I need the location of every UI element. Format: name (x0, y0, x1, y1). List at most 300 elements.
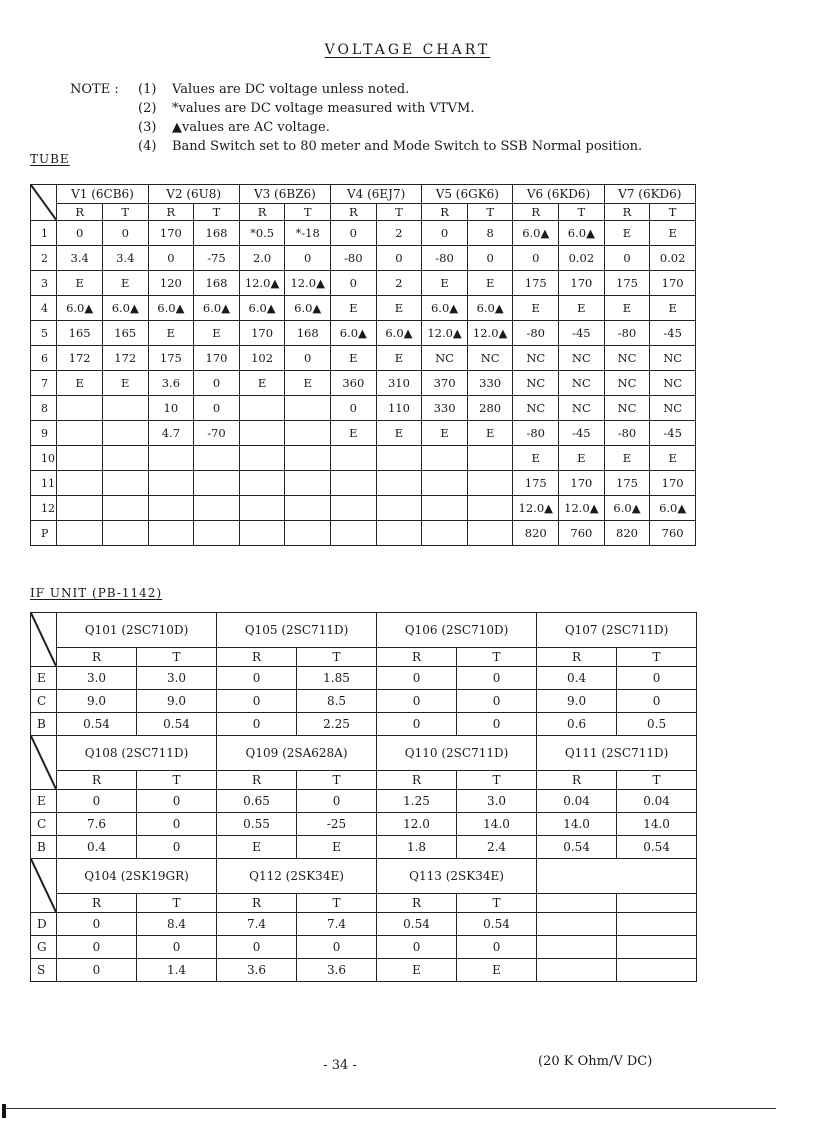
voltage-cell: -45 (650, 321, 696, 346)
voltage-cell: 3.0 (137, 667, 217, 690)
voltage-cell: 1.85 (297, 667, 377, 690)
voltage-cell: -75 (194, 246, 240, 271)
rt-subheader: T (467, 204, 513, 221)
voltage-cell: NC (422, 346, 468, 371)
pin-label: G (31, 936, 57, 959)
voltage-cell: 0 (57, 959, 137, 982)
transistor-name-header: Q111 (2SC711D) (537, 736, 697, 771)
voltage-cell: NC (513, 346, 559, 371)
voltage-cell: 9.0 (57, 690, 137, 713)
table-row (31, 271, 696, 296)
table-row (31, 371, 696, 396)
voltage-cell: E (422, 271, 468, 296)
transistor-name-header: Q109 (2SA628A) (217, 736, 377, 771)
table-row (31, 713, 697, 736)
voltage-cell (467, 521, 513, 546)
voltage-cell: E (297, 836, 377, 859)
voltage-cell: 1.4 (137, 959, 217, 982)
rt-subheader: T (297, 894, 377, 913)
table-row (31, 296, 696, 321)
transistor-name-header: Q104 (2SK19GR) (57, 859, 217, 894)
voltage-cell (422, 471, 468, 496)
rt-subheader: T (137, 894, 217, 913)
rt-subheader: R (377, 894, 457, 913)
voltage-cell: 0.54 (537, 836, 617, 859)
voltage-cell: E (376, 296, 422, 321)
voltage-cell (537, 936, 617, 959)
voltage-cell (422, 521, 468, 546)
voltage-cell: 172 (57, 346, 103, 371)
pin-label: C (31, 813, 57, 836)
rt-subheader: T (194, 204, 240, 221)
voltage-cell (57, 496, 103, 521)
table-row (31, 446, 696, 471)
voltage-cell (331, 446, 377, 471)
voltage-cell: 6.0▲ (194, 296, 240, 321)
voltage-cell: 165 (102, 321, 148, 346)
voltage-cell (239, 421, 285, 446)
voltage-cell (422, 496, 468, 521)
voltage-cell: 170 (559, 271, 605, 296)
tube-name-header: V6 (6KD6) (513, 185, 604, 204)
rt-subheader-row (31, 648, 697, 667)
voltage-cell: E (217, 836, 297, 859)
voltage-cell: E (331, 421, 377, 446)
pin-label: 6 (31, 346, 57, 371)
voltage-cell: 0 (57, 790, 137, 813)
voltage-cell: E (604, 296, 650, 321)
voltage-cell: NC (559, 396, 605, 421)
voltage-cell: 175 (604, 271, 650, 296)
voltage-cell: 0.6 (537, 713, 617, 736)
voltage-cell: 820 (513, 521, 559, 546)
table-row (31, 913, 697, 936)
voltage-cell (285, 471, 331, 496)
voltage-cell: 0 (377, 713, 457, 736)
voltage-cell: E (650, 446, 696, 471)
voltage-cell: 12.0 (377, 813, 457, 836)
voltage-cell: 0.4 (537, 667, 617, 690)
voltage-cell: 0 (377, 690, 457, 713)
voltage-cell (239, 496, 285, 521)
voltage-cell: 0.65 (217, 790, 297, 813)
voltage-cell: 170 (239, 321, 285, 346)
tube-name-header: V2 (6U8) (148, 185, 239, 204)
rt-subheader: R (331, 204, 377, 221)
voltage-cell: E (513, 296, 559, 321)
rt-subheader: T (285, 204, 331, 221)
rt-subheader: T (457, 771, 537, 790)
if-unit-section-label: IF UNIT (PB-1142) (30, 586, 163, 600)
transistor-name-header: Q108 (2SC711D) (57, 736, 217, 771)
table-row (31, 521, 696, 546)
pin-label: C (31, 690, 57, 713)
pin-label: 11 (31, 471, 57, 496)
voltage-cell: -80 (513, 321, 559, 346)
diagonal-corner-cell (31, 613, 57, 667)
table-row (31, 346, 696, 371)
table-row (31, 959, 697, 982)
voltage-cell: NC (559, 346, 605, 371)
note-number: (3) (138, 120, 157, 135)
voltage-cell (376, 496, 422, 521)
rt-subheader: T (617, 771, 697, 790)
voltage-cell: 0 (57, 221, 103, 246)
rt-subheader: T (617, 648, 697, 667)
voltage-cell: 1.25 (377, 790, 457, 813)
voltage-cell: 0 (377, 667, 457, 690)
pin-label: P (31, 521, 57, 546)
transistor-name-header: Q113 (2SK34E) (377, 859, 537, 894)
voltage-cell: E (194, 321, 240, 346)
voltage-cell: 0 (331, 221, 377, 246)
page-edge-mark (2, 1104, 6, 1118)
voltage-cell (617, 936, 697, 959)
voltage-cell: 0 (137, 813, 217, 836)
voltage-cell: E (422, 421, 468, 446)
diagonal-corner-cell (31, 859, 57, 913)
rt-subheader: R (57, 648, 137, 667)
voltage-cell: 9.0 (137, 690, 217, 713)
voltage-cell (422, 446, 468, 471)
voltage-cell: 330 (467, 371, 513, 396)
pin-label: E (31, 667, 57, 690)
voltage-cell: NC (604, 396, 650, 421)
voltage-cell: 10 (148, 396, 194, 421)
transistor-name-header: Q110 (2SC711D) (377, 736, 537, 771)
voltage-cell: 7.4 (217, 913, 297, 936)
table-row (31, 667, 697, 690)
voltage-cell: 2.4 (457, 836, 537, 859)
voltage-cell: *-18 (285, 221, 331, 246)
rt-subheader: R (148, 204, 194, 221)
voltage-cell: -45 (650, 421, 696, 446)
tube-voltage-table (30, 184, 696, 546)
note-text: *values are DC voltage measured with VTVM. (172, 101, 475, 116)
note-number: (1) (138, 82, 157, 97)
voltage-cell: E (467, 271, 513, 296)
voltage-cell: NC (467, 346, 513, 371)
voltage-cell (285, 396, 331, 421)
voltage-cell: NC (604, 371, 650, 396)
voltage-cell: 6.0▲ (422, 296, 468, 321)
voltage-cell: E (650, 296, 696, 321)
voltage-cell (57, 471, 103, 496)
voltage-cell: 0 (285, 346, 331, 371)
rt-subheader: T (457, 894, 537, 913)
voltage-cell: 0 (285, 246, 331, 271)
voltage-cell: 330 (422, 396, 468, 421)
voltage-cell (376, 446, 422, 471)
voltage-cell (331, 496, 377, 521)
voltage-cell: 172 (102, 346, 148, 371)
table-row (31, 221, 696, 246)
voltage-cell (467, 471, 513, 496)
voltage-cell: 4.7 (148, 421, 194, 446)
voltage-cell: 0 (376, 246, 422, 271)
voltage-cell: 0 (102, 221, 148, 246)
voltage-cell: E (604, 446, 650, 471)
table-row (31, 321, 696, 346)
voltage-cell: 0 (457, 713, 537, 736)
tube-section-label: TUBE (30, 152, 70, 166)
voltage-cell: 3.0 (57, 667, 137, 690)
voltage-cell (376, 471, 422, 496)
rt-subheader: T (559, 204, 605, 221)
voltage-cell: 760 (650, 521, 696, 546)
voltage-cell: -45 (559, 321, 605, 346)
voltage-cell (617, 959, 697, 982)
voltage-cell: 0 (467, 246, 513, 271)
voltage-cell: E (57, 371, 103, 396)
page-title: VOLTAGE CHART (324, 42, 491, 58)
voltage-cell (102, 496, 148, 521)
voltage-cell: NC (559, 371, 605, 396)
voltage-cell: 0.4 (57, 836, 137, 859)
voltage-cell: 170 (559, 471, 605, 496)
voltage-cell: 0 (217, 667, 297, 690)
voltage-cell: 0 (148, 246, 194, 271)
rt-subheader-row (31, 894, 697, 913)
voltage-cell: 0 (617, 667, 697, 690)
voltage-cell (239, 521, 285, 546)
voltage-cell: 0 (137, 936, 217, 959)
voltage-cell: -80 (331, 246, 377, 271)
voltage-cell (102, 471, 148, 496)
note-number: (4) (138, 139, 157, 154)
voltage-cell: 175 (148, 346, 194, 371)
voltage-cell: 0.54 (57, 713, 137, 736)
voltage-cell (537, 959, 617, 982)
diagonal-corner-cell (31, 736, 57, 790)
voltage-cell: 0.54 (137, 713, 217, 736)
voltage-cell: 0 (513, 246, 559, 271)
rt-subheader: R (604, 204, 650, 221)
voltage-cell (331, 521, 377, 546)
voltage-cell: 6.0▲ (650, 496, 696, 521)
rt-subheader: T (376, 204, 422, 221)
voltage-cell: 0 (617, 690, 697, 713)
note-row (70, 99, 642, 118)
note-heading: NOTE : (70, 82, 119, 97)
table-row (31, 813, 697, 836)
rt-subheader: R (217, 771, 297, 790)
voltage-cell: E (331, 296, 377, 321)
rt-subheader: T (297, 771, 377, 790)
voltage-cell: 6.0▲ (331, 321, 377, 346)
voltage-cell: E (331, 346, 377, 371)
voltage-cell: 170 (650, 471, 696, 496)
table-row (31, 936, 697, 959)
footer-note: (20 K Ohm/V DC) (538, 1054, 653, 1069)
tube-name-header: V5 (6GK6) (422, 185, 513, 204)
rt-subheader: R (57, 894, 137, 913)
voltage-cell (239, 471, 285, 496)
voltage-cell (285, 446, 331, 471)
tube-name-header: V1 (6CB6) (57, 185, 148, 204)
voltage-cell: 8.5 (297, 690, 377, 713)
voltage-cell: 0.5 (617, 713, 697, 736)
voltage-cell: 175 (513, 471, 559, 496)
note-row (70, 118, 642, 137)
transistor-name-header: Q101 (2SC710D) (57, 613, 217, 648)
diagonal-corner-cell (31, 185, 57, 221)
voltage-cell: 310 (376, 371, 422, 396)
rt-subheader: R (377, 648, 457, 667)
voltage-cell: 0 (57, 913, 137, 936)
pin-label: B (31, 713, 57, 736)
voltage-cell: 12.0▲ (513, 496, 559, 521)
voltage-cell (537, 913, 617, 936)
transistor-header-row (31, 859, 697, 894)
voltage-cell: 280 (467, 396, 513, 421)
voltage-cell: 12.0▲ (467, 321, 513, 346)
voltage-cell: E (513, 446, 559, 471)
voltage-cell: 0 (297, 790, 377, 813)
voltage-cell: 0 (297, 936, 377, 959)
voltage-cell: 0.02 (650, 246, 696, 271)
voltage-cell: 170 (194, 346, 240, 371)
rt-subheader: T (457, 648, 537, 667)
voltage-cell: NC (650, 371, 696, 396)
voltage-cell: 9.0 (537, 690, 617, 713)
voltage-cell: 3.6 (297, 959, 377, 982)
voltage-cell: 0 (217, 713, 297, 736)
voltage-cell: E (377, 959, 457, 982)
rt-subheader: R (57, 771, 137, 790)
voltage-cell: E (559, 296, 605, 321)
rt-subheader: T (297, 648, 377, 667)
voltage-cell: E (559, 446, 605, 471)
voltage-cell (148, 521, 194, 546)
note-row (70, 137, 642, 156)
table-row (31, 246, 696, 271)
voltage-cell (148, 446, 194, 471)
transistor-name-header: Q106 (2SC710D) (377, 613, 537, 648)
tube-subheader-row (31, 204, 696, 221)
voltage-cell: E (467, 421, 513, 446)
voltage-cell: 3.0 (457, 790, 537, 813)
voltage-cell (467, 446, 513, 471)
voltage-cell: 0 (194, 371, 240, 396)
voltage-cell: 2 (376, 271, 422, 296)
voltage-cell (376, 521, 422, 546)
voltage-cell: E (650, 221, 696, 246)
voltage-cell (148, 496, 194, 521)
tube-name-header: V3 (6BZ6) (239, 185, 330, 204)
table-row (31, 836, 697, 859)
transistor-header-row (31, 736, 697, 771)
voltage-cell: 0 (57, 936, 137, 959)
voltage-cell: 0 (331, 396, 377, 421)
voltage-cell: 0.54 (457, 913, 537, 936)
rt-subheader: T (137, 771, 217, 790)
voltage-cell: 2 (376, 221, 422, 246)
rt-subheader: R (537, 771, 617, 790)
voltage-cell: 102 (239, 346, 285, 371)
voltage-cell: 0 (217, 690, 297, 713)
voltage-cell: NC (604, 346, 650, 371)
rt-subheader (617, 894, 697, 913)
voltage-cell: 3.6 (148, 371, 194, 396)
table-row (31, 496, 696, 521)
voltage-cell (467, 496, 513, 521)
voltage-cell: 0 (194, 396, 240, 421)
pin-label: 10 (31, 446, 57, 471)
tube-name-header: V4 (6EJ7) (331, 185, 422, 204)
note-text: Band Switch set to 80 meter and Mode Switch to SSB Normal position. (172, 139, 643, 154)
table-row (31, 790, 697, 813)
voltage-cell: -80 (422, 246, 468, 271)
voltage-cell: 0.04 (617, 790, 697, 813)
voltage-cell: 6.0▲ (559, 221, 605, 246)
voltage-cell: 8 (467, 221, 513, 246)
pin-label: 2 (31, 246, 57, 271)
table-row (31, 690, 697, 713)
voltage-cell: 1.8 (377, 836, 457, 859)
pin-label: 1 (31, 221, 57, 246)
rt-subheader: T (137, 648, 217, 667)
pin-label: E (31, 790, 57, 813)
pin-label: D (31, 913, 57, 936)
voltage-cell: 110 (376, 396, 422, 421)
voltage-cell: E (102, 371, 148, 396)
transistor-name-header (537, 859, 697, 894)
page-bottom-rule (6, 1108, 776, 1109)
voltage-cell: -70 (194, 421, 240, 446)
pin-label: 7 (31, 371, 57, 396)
voltage-cell: 170 (148, 221, 194, 246)
voltage-cell (102, 421, 148, 446)
voltage-cell (285, 421, 331, 446)
voltage-cell: 0 (422, 221, 468, 246)
page-number: - 34 - (323, 1058, 357, 1073)
voltage-cell: E (148, 321, 194, 346)
voltage-cell (285, 496, 331, 521)
voltage-cell: 6.0▲ (513, 221, 559, 246)
voltage-cell: NC (650, 396, 696, 421)
voltage-cell: 0 (604, 246, 650, 271)
voltage-cell: -25 (297, 813, 377, 836)
transistor-name-header: Q112 (2SK34E) (217, 859, 377, 894)
voltage-cell: 0 (137, 836, 217, 859)
note-text: Values are DC voltage unless noted. (172, 82, 410, 97)
voltage-cell: 2.25 (297, 713, 377, 736)
pin-label: 4 (31, 296, 57, 321)
voltage-cell: 175 (604, 471, 650, 496)
voltage-cell: 14.0 (537, 813, 617, 836)
voltage-cell: 14.0 (457, 813, 537, 836)
rt-subheader: R (239, 204, 285, 221)
rt-subheader: R (513, 204, 559, 221)
rt-subheader: R (217, 894, 297, 913)
voltage-cell: 760 (559, 521, 605, 546)
tube-header-row (31, 185, 696, 204)
voltage-cell: 2.0 (239, 246, 285, 271)
voltage-cell: NC (650, 346, 696, 371)
voltage-cell (57, 521, 103, 546)
voltage-cell: 0.55 (217, 813, 297, 836)
voltage-cell: 12.0▲ (239, 271, 285, 296)
voltage-cell: E (239, 371, 285, 396)
voltage-cell: 120 (148, 271, 194, 296)
voltage-cell: 7.6 (57, 813, 137, 836)
rt-subheader-row (31, 771, 697, 790)
voltage-cell: 3.6 (217, 959, 297, 982)
rt-subheader: R (377, 771, 457, 790)
voltage-cell: E (285, 371, 331, 396)
voltage-cell (239, 396, 285, 421)
